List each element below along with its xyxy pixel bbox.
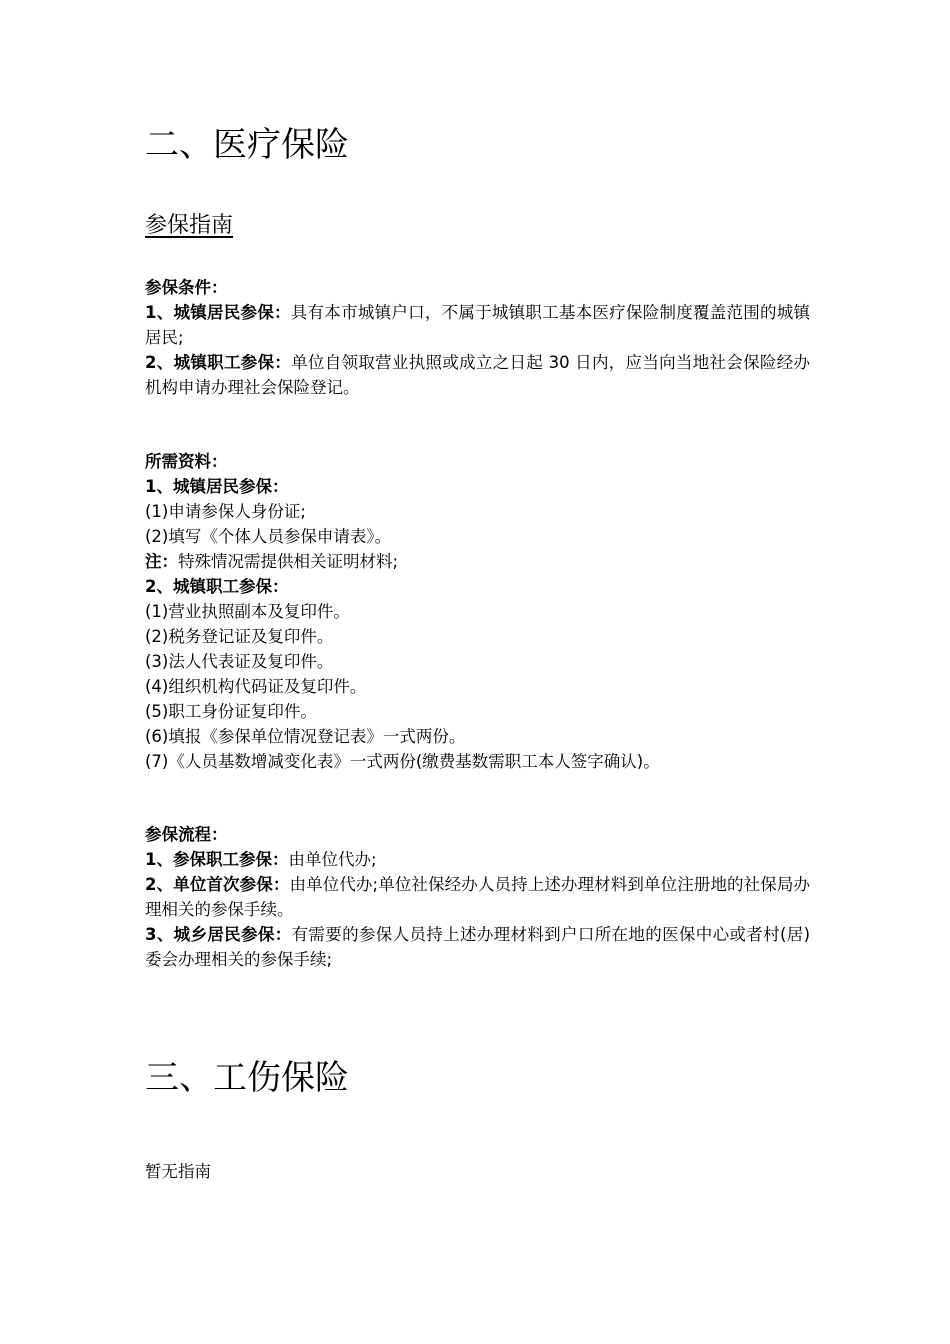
condition-item-worker — [145, 350, 810, 400]
note-label: 注： — [145, 552, 178, 571]
materials-item: (6)填报《参保单位情况登记表》一式两份。 — [145, 727, 466, 746]
conditions-heading: 参保条件： — [145, 278, 228, 297]
process-item — [145, 922, 810, 972]
condition-label: 2、城镇职工参保： — [145, 353, 292, 372]
materials-item: (4)组织机构代码证及复印件。 — [145, 677, 367, 696]
materials-item: (1)申请参保人身份证; — [145, 502, 306, 521]
condition-item-resident — [145, 300, 810, 350]
materials-item: (2)填写《个体人员参保申请表》。 — [145, 527, 392, 546]
materials-note — [145, 549, 810, 574]
materials-heading: 所需资料： — [145, 452, 228, 471]
materials-item: (2)税务登记证及复印件。 — [145, 627, 334, 646]
condition-text: 具有本市城镇户口，不属于城镇职工基本医疗保险制度覆盖范围的城镇居民; — [145, 303, 811, 347]
materials-section — [145, 449, 810, 774]
process-label: 3、城乡居民参保： — [145, 925, 292, 944]
injury-note: 暂无指南 — [145, 1162, 211, 1181]
section-title-medical-insurance: 二、医疗保险 — [145, 125, 349, 165]
guide-title: 参保指南 — [145, 213, 234, 238]
process-label: 1、参保职工参保： — [145, 850, 289, 869]
process-text: 由单位代办; — [288, 850, 377, 869]
process-label: 2、单位首次参保： — [145, 875, 290, 894]
materials-resident-label: 1、城镇居民参保： — [145, 477, 289, 496]
materials-item: (7)《人员基数增减变化表》一式两份(缴费基数需职工本人签字确认)。 — [145, 752, 660, 771]
process-text: 有需要的参保人员持上述办理材料到户口所在地的医保中心或者村(居)委会办理相关的参保手续; — [145, 925, 811, 969]
materials-item: (1)营业执照副本及复印件。 — [145, 602, 350, 621]
process-section — [145, 822, 810, 972]
section-title-injury-insurance: 三、工伤保险 — [145, 1058, 349, 1098]
condition-label: 1、城镇居民参保： — [145, 303, 291, 322]
process-text: 由单位代办;单位社保经办人员持上述办理材料到单位注册地的社保局办理相关的参保手续。 — [145, 875, 810, 919]
materials-item: (3)法人代表证及复印件。 — [145, 652, 334, 671]
process-item — [145, 872, 810, 922]
conditions-section — [145, 275, 810, 400]
condition-text: 单位自领取营业执照或成立之日起 30 日内，应当向当地社会保险经办机构申请办理社会保险登记。 — [145, 353, 810, 397]
materials-worker-label: 2、城镇职工参保： — [145, 577, 289, 596]
process-item — [145, 847, 810, 872]
process-heading: 参保流程： — [145, 825, 228, 844]
note-text: 特殊情况需提供相关证明材料; — [178, 552, 399, 571]
materials-item: (5)职工身份证复印件。 — [145, 702, 317, 721]
